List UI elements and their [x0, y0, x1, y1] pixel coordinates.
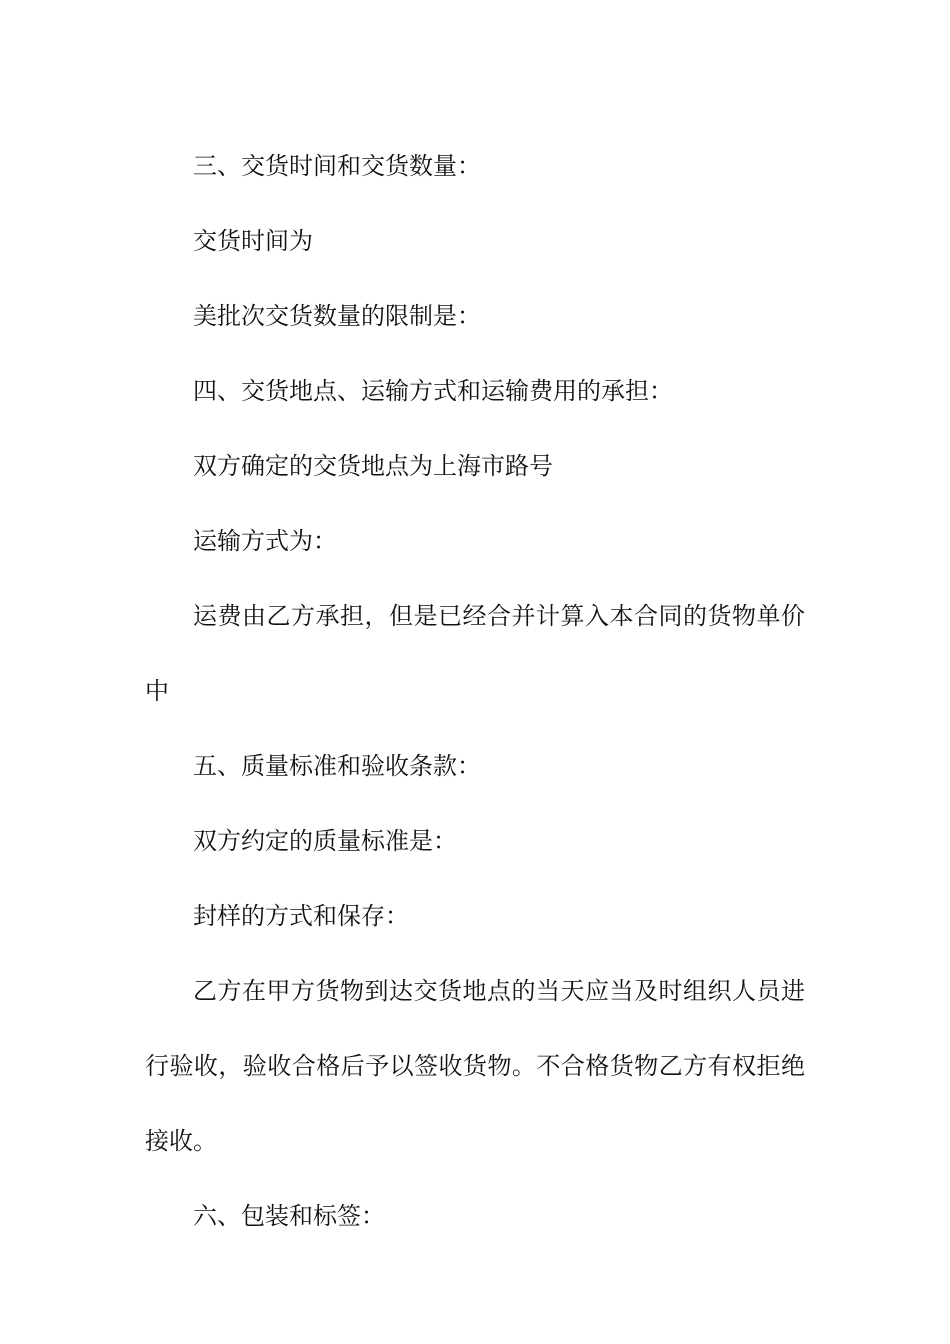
- paragraph-batch-quantity-limit: 美批次交货数量的限制是：: [193, 302, 481, 330]
- paragraph-acceptance-procedure: 乙方在甲方货物到达交货地点的当天应当及时组织人员进行验收，验收合格后予以签收货物。不合格货物乙方有权拒绝接收。: [145, 977, 805, 1155]
- paragraph-transport-method: 运输方式为：: [193, 527, 337, 555]
- section-heading-delivery-time-quantity: 三、交货时间和交货数量：: [193, 152, 481, 180]
- paragraph-delivery-time: 交货时间为: [193, 227, 313, 255]
- document-body: [145, 129, 805, 1254]
- paragraph-sample-sealing: 封样的方式和保存：: [193, 902, 409, 930]
- paragraph-delivery-location: 双方确定的交货地点为上海市路号: [193, 452, 553, 480]
- section-heading-packaging-labels: 六、包装和标签：: [193, 1202, 385, 1230]
- section-heading-delivery-location-transport: 四、交货地点、运输方式和运输费用的承担：: [193, 377, 673, 405]
- section-heading-quality-acceptance: 五、质量标准和验收条款：: [193, 752, 481, 780]
- paragraph-freight-cost: 运费由乙方承担，但是已经合并计算入本合同的货物单价中: [145, 602, 805, 705]
- paragraph-quality-standard: 双方约定的质量标准是：: [193, 827, 457, 855]
